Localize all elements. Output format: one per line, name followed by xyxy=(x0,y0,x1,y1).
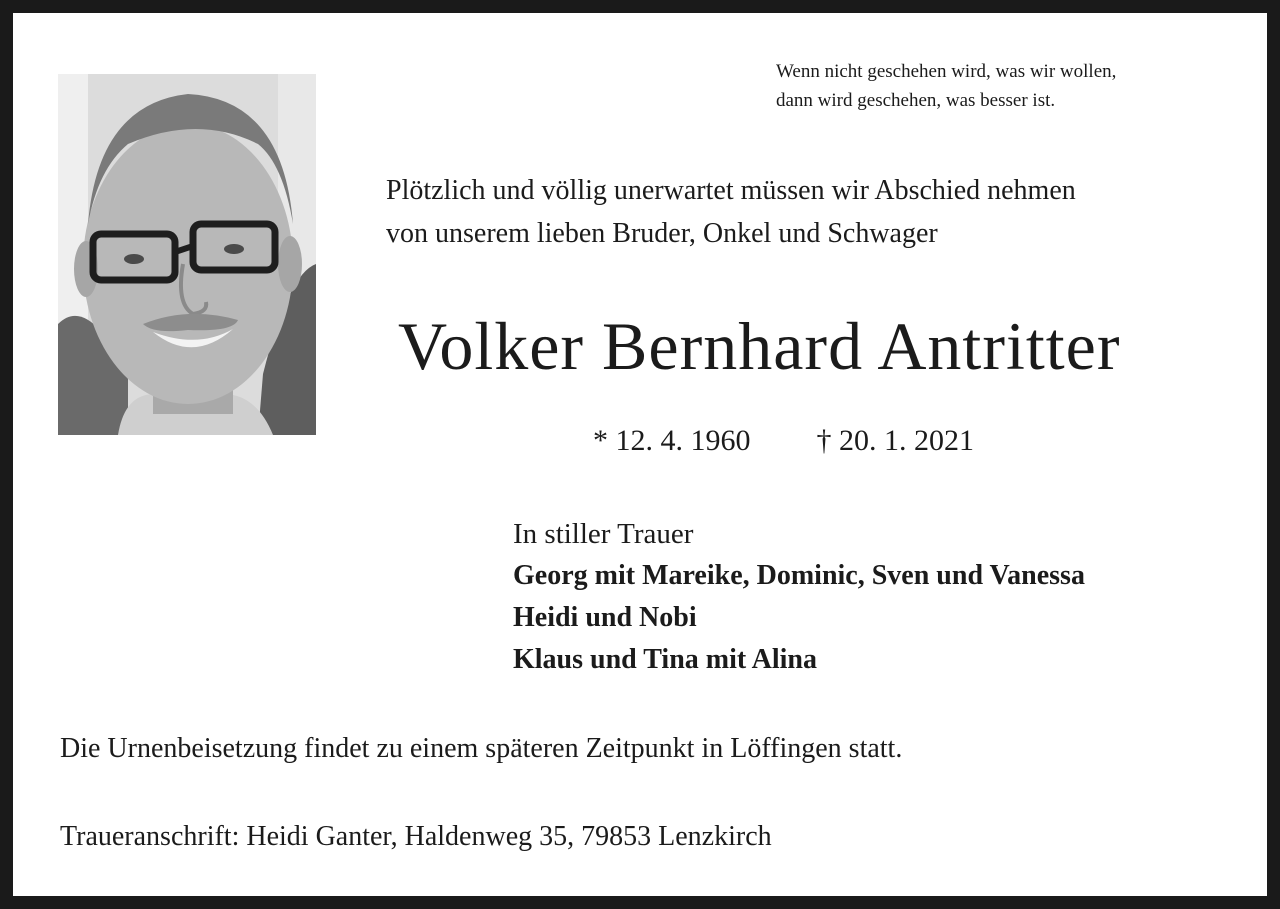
intro-line-2: von unserem lieben Bruder, Onkel und Schwager xyxy=(386,218,938,249)
portrait-illustration xyxy=(58,74,316,435)
motto-line-1: Wenn nicht geschehen wird, was wir wollen, xyxy=(776,61,1117,82)
mourners-block xyxy=(513,513,1085,681)
portrait-photo xyxy=(58,74,316,435)
mourning-address: Traueranschrift: Heidi Ganter, Haldenweg 35, 79853 Lenzkirch xyxy=(60,821,772,852)
life-dates xyxy=(593,421,974,461)
obituary-notice xyxy=(13,13,1267,896)
mourner-family: Georg mit Mareike, Dominic, Sven und Vanessa xyxy=(513,560,1085,591)
birth-date: * 12. 4. 1960 xyxy=(593,424,751,457)
death-date: † 20. 1. 2021 xyxy=(816,424,974,457)
mourning-lead: In stiller Trauer xyxy=(513,518,694,550)
mourner-family: Heidi und Nobi xyxy=(513,602,697,633)
deceased-name: Volker Bernhard Antritter xyxy=(398,308,1121,384)
intro-text xyxy=(386,169,1076,255)
motto-line-2: dann wird geschehen, was besser ist. xyxy=(776,90,1056,111)
motto-quote xyxy=(776,57,1116,115)
intro-line-1: Plötzlich und völlig unerwartet müssen wir Abschied nehmen xyxy=(386,175,1076,206)
mourner-family: Klaus und Tina mit Alina xyxy=(513,644,817,675)
burial-notice: Die Urnenbeisetzung findet zu einem späteren Zeitpunkt in Löffingen statt. xyxy=(60,733,903,764)
